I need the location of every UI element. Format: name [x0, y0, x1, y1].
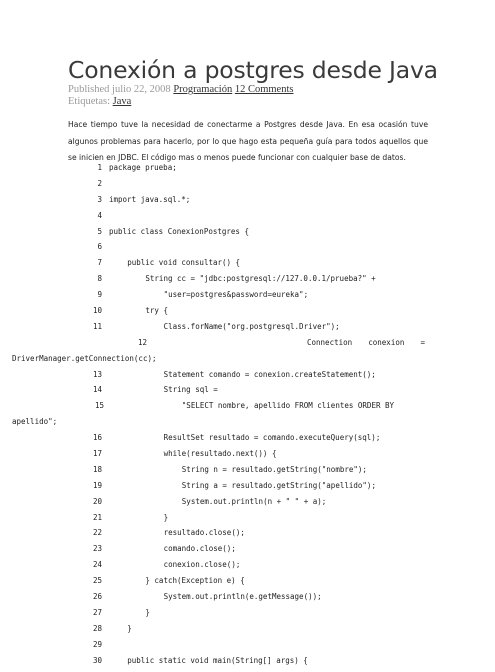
- code-text: }: [163, 512, 169, 522]
- code-line: [0, 608, 495, 624]
- code-line: [0, 195, 495, 211]
- code-text: String n = resultado.getString("nombre");: [181, 464, 367, 474]
- code-line: [0, 179, 495, 195]
- line-number: 23: [92, 544, 102, 554]
- code-line: [0, 497, 495, 513]
- code-line: [0, 322, 495, 338]
- code-text: apellido";: [12, 417, 58, 427]
- code-text: Statement comando = conexion.createStatement();: [163, 369, 376, 379]
- code-line: [0, 290, 495, 306]
- code-text: "user=postgres&password=eureka";: [163, 290, 309, 300]
- code-text: public static void main(String[] args) {: [127, 655, 308, 665]
- code-text: package prueba;: [109, 163, 177, 172]
- code-text: public void consultar() {: [127, 258, 241, 268]
- code-line: [0, 528, 495, 544]
- code-line: [0, 338, 495, 354]
- code-line: [0, 306, 495, 322]
- code-text: }: [127, 623, 132, 633]
- code-line: [0, 211, 495, 227]
- code-line: [0, 354, 495, 370]
- code-text: String sql =: [163, 385, 218, 395]
- line-number: 8: [97, 274, 102, 284]
- code-line: [0, 544, 495, 560]
- code-line: [0, 513, 495, 529]
- intro-paragraph: Hace tiempo tuve la necesidad de conectarme a Postgres desde Java. En esa ocasión tuve algunos problemas para hacerlo, por lo que hago esta pequeña guía para todos aquellos que se inicien en JDBC. El código mas o menos puede funcionar con cualquier base de datos.: [68, 120, 428, 163]
- line-number: 6: [97, 242, 102, 252]
- code-line: [0, 576, 495, 592]
- code-text: }: [145, 607, 150, 617]
- code-line: [0, 465, 495, 481]
- code-text: "SELECT nombre, apellido FROM clientes ORDER BY: [181, 401, 395, 411]
- line-number: 18: [92, 464, 102, 474]
- code-line: [0, 401, 495, 417]
- line-number: 24: [92, 560, 102, 570]
- line-number: 9: [97, 290, 102, 300]
- line-number: 13: [92, 369, 102, 379]
- line-number: 17: [92, 449, 102, 459]
- code-line: [0, 560, 495, 576]
- line-number: 29: [92, 639, 102, 649]
- code-line: [0, 258, 495, 274]
- line-number: 10: [92, 306, 102, 316]
- line-number: 5: [97, 226, 102, 236]
- line-number: 21: [92, 512, 102, 522]
- tag-link[interactable]: Java: [112, 96, 132, 107]
- code-text: ResultSet resultado = comando.executeQuery(sql);: [163, 433, 381, 443]
- code-text: try {: [145, 306, 168, 316]
- line-number: 19: [92, 480, 102, 490]
- published-date: Published julio 22, 2008: [68, 84, 171, 95]
- line-number: 20: [92, 496, 102, 506]
- code-line: [0, 370, 495, 386]
- line-number: 11: [92, 321, 102, 331]
- code-text: System.out.println(n + " " + a);: [181, 496, 327, 506]
- line-number: 27: [92, 607, 102, 617]
- code-line: [0, 242, 495, 258]
- line-number: 3: [97, 194, 102, 204]
- line-number: 25: [92, 576, 102, 586]
- code-text: Connection conexion =: [307, 337, 425, 347]
- code-line: [0, 385, 495, 401]
- code-text: public class ConexionPostgres {: [109, 226, 249, 236]
- code-line: [0, 417, 495, 433]
- comments-link[interactable]: 12 Comments: [234, 84, 294, 95]
- code-text: resultado.close();: [163, 528, 245, 538]
- code-line: [0, 624, 495, 640]
- post-title: Conexión a postgres desde Java: [68, 56, 438, 84]
- line-number: 4: [97, 210, 102, 220]
- code-text: DriverManager.getConnection(cc);: [12, 353, 157, 363]
- line-number: 7: [97, 258, 102, 268]
- line-number: 26: [92, 592, 102, 602]
- code-text: } catch(Exception e) {: [145, 576, 245, 586]
- line-number: 16: [92, 433, 102, 443]
- line-number: 12: [137, 337, 147, 347]
- tags-label: Etiquetas:: [68, 96, 110, 107]
- code-line: [0, 433, 495, 449]
- code-text: System.out.println(e.getMessage());: [163, 592, 322, 602]
- code-text: String a = resultado.getString("apellido");: [181, 480, 376, 490]
- code-line: [0, 227, 495, 243]
- line-number: 1: [97, 163, 102, 172]
- line-number: 30: [92, 655, 102, 665]
- line-number: 28: [92, 623, 102, 633]
- category-link[interactable]: Programación: [173, 84, 233, 95]
- code-line: [0, 481, 495, 497]
- code-text: while(resultado.next()) {: [163, 449, 277, 459]
- code-line: [0, 640, 495, 656]
- code-line: [0, 449, 495, 465]
- line-number: 14: [92, 385, 102, 395]
- post-tags: [68, 96, 131, 107]
- code-line: [0, 274, 495, 290]
- code-line: [0, 163, 495, 179]
- code-line: [0, 656, 495, 672]
- post-meta: [68, 84, 293, 95]
- code-line: [0, 592, 495, 608]
- code-text: comando.close();: [163, 544, 236, 554]
- line-number: 22: [92, 528, 102, 538]
- line-number: 15: [94, 401, 104, 411]
- code-listing: [0, 163, 495, 672]
- code-text: Class.forName("org.postgresql.Driver");: [163, 321, 340, 331]
- code-text: String cc = "jdbc:postgresql://127.0.0.1/prueba?" +: [145, 274, 376, 284]
- code-text: conexion.close();: [163, 560, 241, 570]
- code-text: import java.sql.*;: [109, 194, 191, 204]
- line-number: 2: [97, 178, 102, 188]
